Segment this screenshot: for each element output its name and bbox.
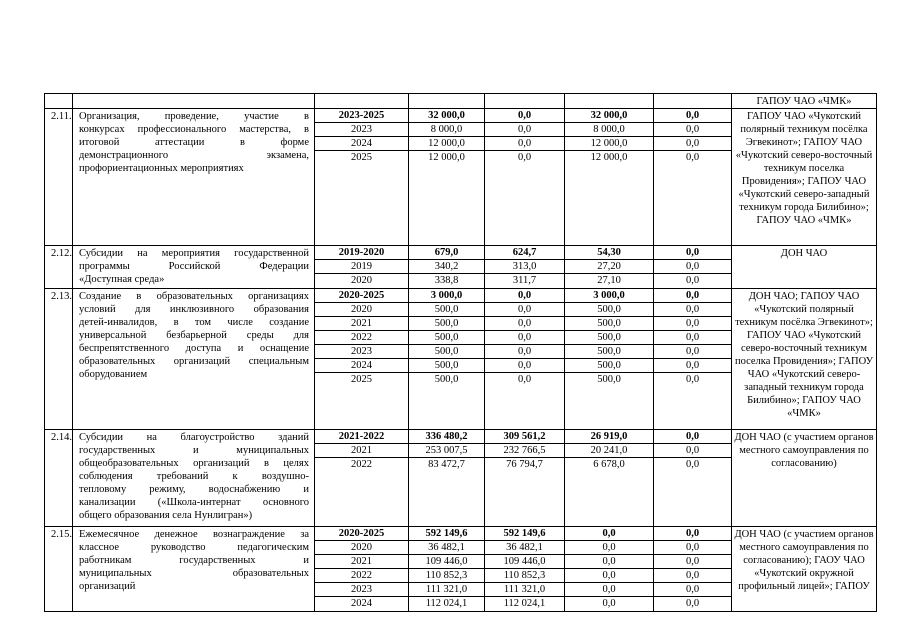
year-cell: 2020-2025 <box>315 527 408 541</box>
total-cell: 3 000,0 <box>409 289 484 303</box>
local-cell: 0,0 <box>654 541 731 555</box>
table-row <box>45 430 877 527</box>
executor-cell: ДОН ЧАО (с участием органов местного самоуправления по согласованию) <box>732 430 877 527</box>
federal-cell: 0,0 <box>485 303 564 317</box>
year-cell: 2023 <box>315 583 408 597</box>
description-line: Субсидии на благоустройство зданий <box>79 432 309 443</box>
description-line: итоговой аттестации в форме <box>79 137 309 148</box>
total-column <box>409 527 485 612</box>
reg-column <box>565 246 654 289</box>
year-cell: 2024 <box>315 137 408 151</box>
year-cell: 2019-2020 <box>315 246 408 260</box>
year-cell: 2021 <box>315 555 408 569</box>
regional-cell: 26 919,0 <box>565 430 653 444</box>
federal-cell: 309 561,2 <box>485 430 564 444</box>
local-cell: 0,0 <box>654 527 731 541</box>
description-line: образовательных организаций специальным <box>79 356 309 367</box>
local-cell: 0,0 <box>654 359 731 373</box>
executor-cell: ГАПОУ ЧАО «Чукотский полярный техникум посёлка Эгвекинот»; ГАПОУ ЧАО «Чукотский северо-восточный техникум поселка Провидения»; ГАПОУ ЧАО «Чукотский северо-западный техникум города Билибино»; ГАПОУ ЧАО «ЧМК» <box>732 109 877 246</box>
description-line: канализации («Школа-интернат основного <box>79 497 309 508</box>
year-cell: 2023 <box>315 345 408 359</box>
year-cell: 2025 <box>351 374 372 385</box>
fed-column <box>485 527 565 612</box>
year-cell: 2022 <box>315 569 408 583</box>
federal-cell: 0,0 <box>485 123 564 137</box>
description-line: «Доступная среда» <box>79 274 165 285</box>
total-cell: 336 480,2 <box>409 430 484 444</box>
description-line: муниципальных образовательных <box>79 568 309 579</box>
description-line: общего образования села Нунлигран») <box>79 510 253 521</box>
federal-cell: 112 024,1 <box>503 598 546 609</box>
regional-cell: 32 000,0 <box>565 109 653 123</box>
total-cell: 12 000,0 <box>409 137 484 151</box>
regional-cell: 0,0 <box>565 583 653 597</box>
document-page <box>44 93 877 612</box>
executor-cell: ДОН ЧАО <box>732 246 877 289</box>
total-cell: 109 446,0 <box>409 555 484 569</box>
local-cell: 0,0 <box>654 303 731 317</box>
local-cell: 0,0 <box>654 555 731 569</box>
item-description <box>73 109 315 246</box>
regional-cell: 3 000,0 <box>565 289 653 303</box>
local-cell: 0,0 <box>654 260 731 274</box>
local-cell: 0,0 <box>685 374 700 385</box>
regional-cell: 54,30 <box>565 246 653 260</box>
executor-cell: ДОН ЧАО (с участием органов местного самоуправления по согласованию); ГАОУ ЧАО «Чукотский окружной профильный лицей»; ГАПОУ <box>732 527 877 612</box>
regional-cell: 0,0 <box>565 541 653 555</box>
federal-cell: 109 446,0 <box>485 555 564 569</box>
local-cell: 0,0 <box>654 289 731 303</box>
federal-cell: 0,0 <box>485 317 564 331</box>
reg-column <box>565 109 654 246</box>
description-line: конкурсах профессионального мастерства, в <box>79 124 309 135</box>
federal-cell: 110 852,3 <box>485 569 564 583</box>
fed-column <box>485 246 565 289</box>
local-cell: 0,0 <box>654 317 731 331</box>
year-cell: 2020 <box>315 541 408 555</box>
federal-cell: 0,0 <box>517 152 532 163</box>
item-description <box>73 527 315 612</box>
description-line: программы Российской Федерации <box>79 261 309 272</box>
regional-cell: 12 000,0 <box>565 137 653 151</box>
description-line: Создание в образовательных организациях <box>79 291 309 302</box>
regional-cell: 500,0 <box>597 374 621 385</box>
total-cell: 36 482,1 <box>409 541 484 555</box>
regional-cell: 12 000,0 <box>590 152 628 163</box>
item-number: 2.15. <box>45 527 73 612</box>
years-column <box>315 246 409 289</box>
description-line: работникам государственных и <box>79 555 309 566</box>
local-cell: 0,0 <box>654 331 731 345</box>
total-column <box>409 430 485 527</box>
total-column <box>409 289 485 430</box>
total-cell: 8 000,0 <box>409 123 484 137</box>
description-line: беспрепятственного доступа и оснащение <box>79 343 309 354</box>
item-description <box>73 430 315 527</box>
loc-column <box>654 527 732 612</box>
table-row-continuation <box>45 94 877 109</box>
local-cell: 0,0 <box>654 430 731 444</box>
year-cell: 2020-2025 <box>315 289 408 303</box>
reg-column <box>565 289 654 430</box>
loc-column <box>654 289 732 430</box>
total-cell: 500,0 <box>409 345 484 359</box>
local-cell: 0,0 <box>685 598 700 609</box>
total-cell: 32 000,0 <box>409 109 484 123</box>
total-cell: 500,0 <box>409 359 484 373</box>
federal-cell: 311,7 <box>512 275 537 286</box>
total-cell: 83 472,7 <box>428 459 465 470</box>
years-column <box>315 109 409 246</box>
regional-cell: 27,20 <box>565 260 653 274</box>
regional-cell: 500,0 <box>565 359 653 373</box>
total-cell: 500,0 <box>409 331 484 345</box>
local-cell: 0,0 <box>654 345 731 359</box>
description-line: организаций <box>79 581 136 592</box>
total-cell: 112 024,1 <box>425 598 468 609</box>
regional-cell: 0,0 <box>565 527 653 541</box>
item-number: 2.12. <box>45 246 73 289</box>
item-number: 2.11. <box>45 109 73 246</box>
year-cell: 2022 <box>351 459 372 470</box>
description-line: государственных и муниципальных <box>79 445 309 456</box>
description-line: тепловому режиму, водоснабжению и <box>79 484 309 495</box>
description-line: детей-инвалидов, в том числе создание <box>79 317 309 328</box>
year-cell: 2022 <box>315 331 408 345</box>
regional-cell: 0,0 <box>602 598 616 609</box>
fed-column <box>485 109 565 246</box>
item-description <box>73 246 315 289</box>
executor-cell: ГАПОУ ЧАО «ЧМК» <box>732 94 877 109</box>
description-line: условий для инклюзивного образования <box>79 304 309 315</box>
table-row <box>45 246 877 289</box>
federal-cell: 111 321,0 <box>485 583 564 597</box>
description-line: классное руководство педагогическим <box>79 542 309 553</box>
federal-cell: 76 794,7 <box>506 459 543 470</box>
local-cell: 0,0 <box>654 569 731 583</box>
item-number: 2.14. <box>45 430 73 527</box>
regional-cell: 500,0 <box>565 331 653 345</box>
regional-cell: 0,0 <box>565 555 653 569</box>
local-cell: 0,0 <box>654 109 731 123</box>
year-cell: 2023-2025 <box>315 109 408 123</box>
year-cell: 2024 <box>351 598 372 609</box>
federal-cell: 0,0 <box>485 359 564 373</box>
item-number: 2.13. <box>45 289 73 430</box>
item-description <box>73 289 315 430</box>
local-cell: 0,0 <box>654 123 731 137</box>
federal-cell: 0,0 <box>485 345 564 359</box>
reg-column <box>565 527 654 612</box>
fed-column <box>485 289 565 430</box>
description-line: Субсидии на мероприятия государственной <box>79 248 309 259</box>
table-row <box>45 527 877 612</box>
table-row <box>45 289 877 430</box>
year-cell: 2025 <box>351 152 372 163</box>
years-column <box>315 430 409 527</box>
description-line: профориентационных мероприятиях <box>79 163 244 174</box>
program-table <box>44 93 877 612</box>
local-cell: 0,0 <box>654 137 731 151</box>
total-cell: 12 000,0 <box>428 152 465 163</box>
total-cell: 500,0 <box>409 317 484 331</box>
description-line: Организация, проведение, участие в <box>79 111 309 122</box>
local-cell: 0,0 <box>685 459 700 470</box>
federal-cell: 36 482,1 <box>485 541 564 555</box>
table-row <box>45 109 877 246</box>
regional-cell: 8 000,0 <box>565 123 653 137</box>
loc-column <box>654 430 732 527</box>
description-line: соблюдения требований к воздушно- <box>79 471 309 482</box>
year-cell: 2019 <box>315 260 408 274</box>
regional-cell: 500,0 <box>565 345 653 359</box>
year-cell: 2020 <box>351 275 372 286</box>
total-cell: 110 852,3 <box>409 569 484 583</box>
total-column <box>409 109 485 246</box>
regional-cell: 6 678,0 <box>593 459 625 470</box>
loc-column <box>654 246 732 289</box>
regional-cell: 20 241,0 <box>565 444 653 458</box>
year-cell: 2021-2022 <box>315 430 408 444</box>
total-cell: 679,0 <box>409 246 484 260</box>
regional-cell: 500,0 <box>565 317 653 331</box>
year-cell: 2023 <box>315 123 408 137</box>
regional-cell: 27,10 <box>597 275 621 286</box>
description-line: Ежемесячное денежное вознаграждение за <box>79 529 309 540</box>
total-column <box>409 246 485 289</box>
federal-cell: 232 766,5 <box>485 444 564 458</box>
description-line: демонстрационного экзамена, <box>79 150 309 161</box>
description-line: оборудованием <box>79 369 148 380</box>
total-cell: 111 321,0 <box>409 583 484 597</box>
reg-column <box>565 430 654 527</box>
year-cell: 2021 <box>315 444 408 458</box>
federal-cell: 0,0 <box>485 137 564 151</box>
year-cell: 2024 <box>315 359 408 373</box>
total-cell: 340,2 <box>409 260 484 274</box>
federal-cell: 313,0 <box>485 260 564 274</box>
total-cell: 500,0 <box>434 374 459 385</box>
regional-cell: 500,0 <box>565 303 653 317</box>
loc-column <box>654 109 732 246</box>
years-column <box>315 289 409 430</box>
local-cell: 0,0 <box>654 583 731 597</box>
years-column <box>315 527 409 612</box>
year-cell: 2020 <box>315 303 408 317</box>
description-line: общеобразовательных организаций в целях <box>79 458 309 469</box>
year-cell: 2021 <box>315 317 408 331</box>
federal-cell: 0,0 <box>485 289 564 303</box>
executor-cell: ДОН ЧАО; ГАПОУ ЧАО «Чукотский полярный техникум посёлка Эгвекинот»; ГАПОУ ЧАО «Чукотский северо-восточный техникум поселка Провидения»; ГАПОУ ЧАО «Чукотский северо-западный техникум города Билибино»; ГАПОУ ЧАО «ЧМК» <box>732 289 877 430</box>
federal-cell: 592 149,6 <box>485 527 564 541</box>
total-cell: 500,0 <box>409 303 484 317</box>
local-cell: 0,0 <box>685 275 700 286</box>
description-line: универсальной безбарьерной среды для <box>79 330 309 341</box>
local-cell: 0,0 <box>654 246 731 260</box>
fed-column <box>485 430 565 527</box>
federal-cell: 624,7 <box>485 246 564 260</box>
federal-cell: 0,0 <box>485 109 564 123</box>
federal-cell: 0,0 <box>485 331 564 345</box>
regional-cell: 0,0 <box>565 569 653 583</box>
total-cell: 338,8 <box>434 275 459 286</box>
local-cell: 0,0 <box>654 444 731 458</box>
local-cell: 0,0 <box>685 152 700 163</box>
total-cell: 592 149,6 <box>409 527 484 541</box>
federal-cell: 0,0 <box>517 374 532 385</box>
total-cell: 253 007,5 <box>409 444 484 458</box>
